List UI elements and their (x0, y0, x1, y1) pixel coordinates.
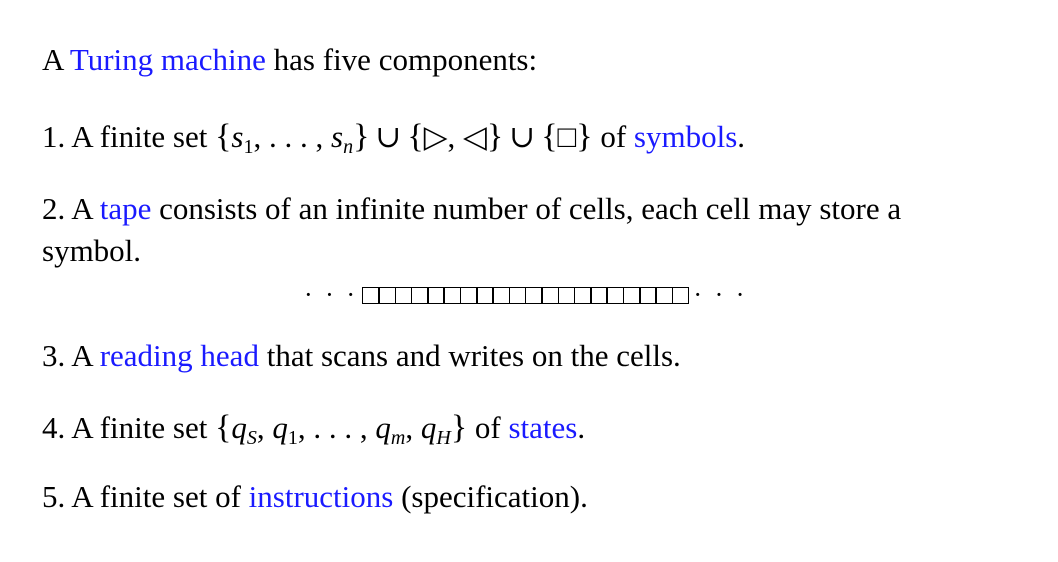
tape-cell (541, 287, 559, 304)
item-3-number: 3. (42, 338, 66, 373)
tape-cell (606, 287, 624, 304)
tape-cell (362, 287, 380, 304)
term-reading-head: reading head (99, 338, 259, 373)
union-symbol: ∪ (375, 119, 402, 154)
item-5-number: 5. (42, 479, 66, 514)
tape-cell (525, 287, 543, 304)
left-end-marker-icon: ▷ (423, 119, 448, 154)
tape-cell (460, 287, 478, 304)
union-symbol: ∪ (509, 119, 536, 154)
tape-cell (574, 287, 592, 304)
intro-suffix: has five components: (265, 42, 538, 77)
item-1-text-after: of (592, 119, 634, 154)
tape-cell (590, 287, 608, 304)
blank-symbol-icon: □ (557, 119, 577, 154)
tape-cell (509, 287, 527, 304)
tape-cells (362, 287, 689, 304)
tape-cell (427, 287, 445, 304)
item-3: 3. A reading head that scans and writes on the cells. (42, 338, 681, 373)
item-4-number: 4. (42, 410, 66, 445)
tape-cell (623, 287, 641, 304)
item-1-number: 1. (42, 119, 66, 154)
tape-cell (476, 287, 494, 304)
tape-left-dots: · · · (304, 280, 358, 309)
item-1: 1. A finite set {s1, . . . , $s_n$} ∪ {▷, ◁} ∪ {□} of symbols. (42, 118, 746, 158)
intro-line (42, 42, 537, 78)
term-symbols: symbols (633, 119, 738, 154)
term-states: states (508, 410, 578, 445)
item-4: 4. A finite set {$q_S$, q1, . . . , $q_m$, $q_H$} of states. (42, 409, 586, 449)
state-set-math: {$q_S$, q1, . . . , $q_m$, $q_H$} (215, 409, 468, 449)
tape-cell (655, 287, 673, 304)
tape-figure (300, 280, 751, 309)
term-tape: tape (99, 191, 152, 226)
item-2: 2. A tape consists of an infinite number of cells, each cell may store a (42, 191, 902, 226)
tape-cell (639, 287, 657, 304)
right-end-marker-icon: ◁ (463, 119, 487, 154)
tape-cell (492, 287, 510, 304)
tape-cell (672, 287, 690, 304)
tape-cell (443, 287, 461, 304)
tape-right-dots: · · · (693, 280, 748, 309)
tape-cell (558, 287, 576, 304)
symbol-set-math: {s1, . . . , $s_n$} ∪ {▷, ◁} ∪ {□} (215, 118, 593, 158)
item-2-number: 2. (42, 191, 66, 226)
item-1-text-before: A finite set (65, 119, 216, 154)
term-turing-machine: Turing machine (69, 42, 266, 77)
item-2-continuation: symbol. (42, 233, 142, 268)
intro-prefix: A (42, 42, 70, 77)
tape-cell (395, 287, 413, 304)
tape-cell (378, 287, 396, 304)
term-instructions: instructions (248, 479, 394, 514)
item-5: 5. A finite set of instructions (specification). (42, 479, 588, 514)
tape-cell (411, 287, 429, 304)
